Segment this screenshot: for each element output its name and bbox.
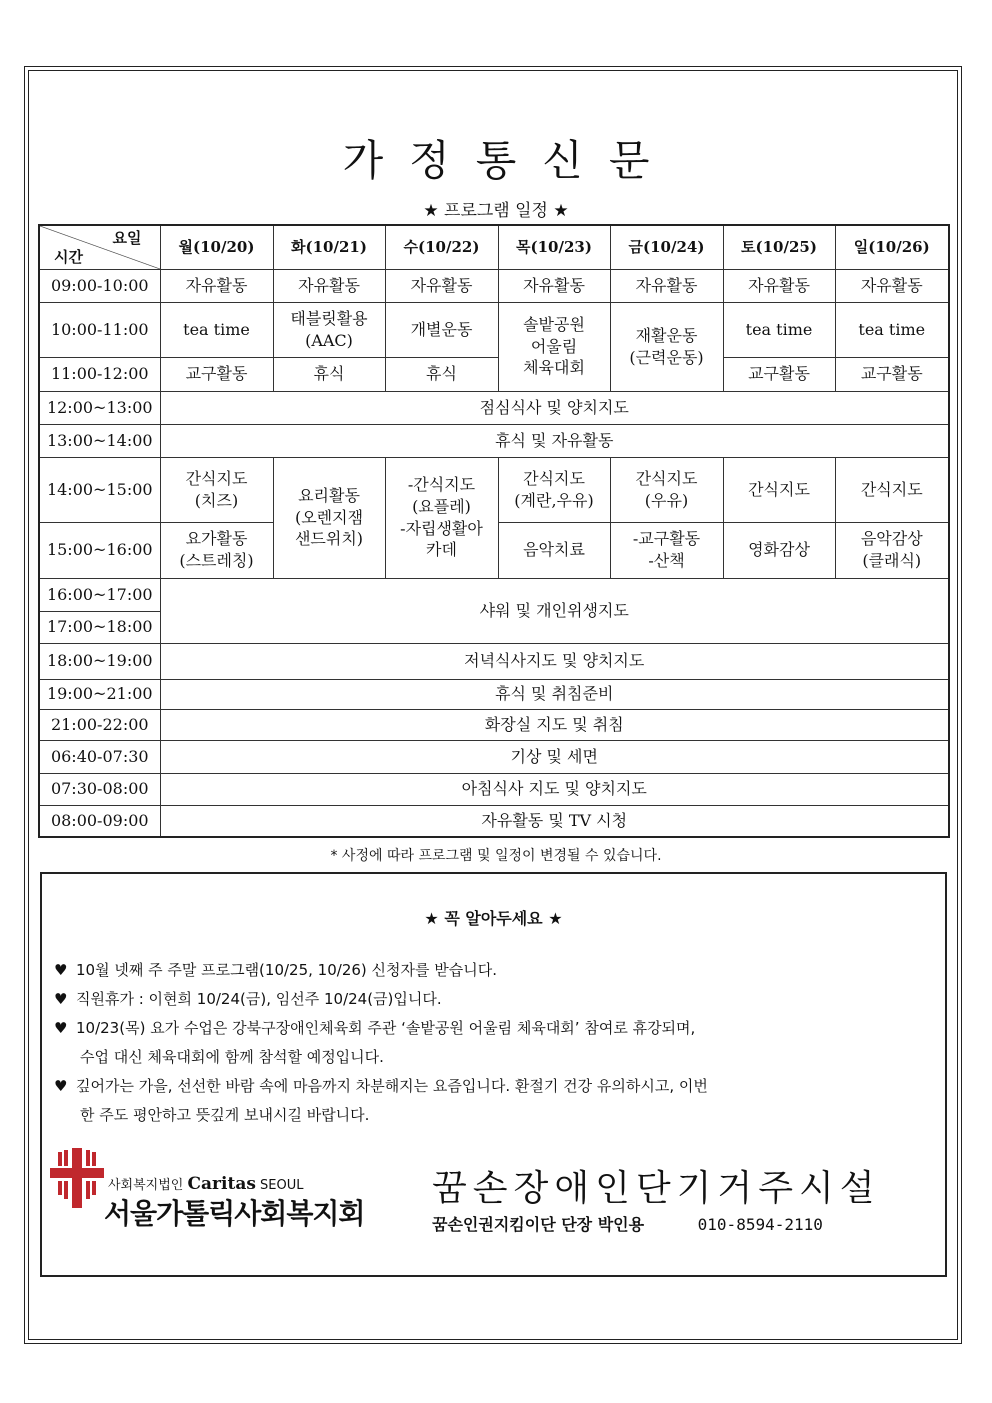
schedule-table: [38, 224, 950, 838]
schedule-cell: 아침식사 지도 및 양치지도: [160, 773, 949, 805]
cell-line: 솔밭공원: [523, 315, 585, 335]
schedule-cell: 교구활동: [723, 357, 835, 391]
schedule-cell: 자유활동 및 TV 시청: [160, 805, 949, 837]
table-row: [39, 391, 949, 424]
cell-line: -자립생활아: [400, 518, 483, 538]
day-header-sun: 일(10/26): [835, 225, 949, 269]
time-cell: 06:40-07:30: [39, 740, 160, 773]
schedule-cell: [385, 457, 498, 578]
time-cell: 08:00-09:00: [39, 805, 160, 837]
schedule-cell: 저녁식사지도 및 양치지도: [160, 643, 949, 679]
schedule-cell: 기상 및 세면: [160, 740, 949, 773]
time-cell: 07:30-08:00: [39, 773, 160, 805]
contact-label: 꿈손인권지킴이단 단장 박인용: [432, 1215, 645, 1234]
schedule-cell: [610, 302, 723, 391]
corner-day-label: 요일: [112, 229, 142, 247]
cell-line: 간식지도: [523, 468, 585, 488]
heart-icon: ♥: [54, 961, 68, 979]
schedule-cell: [498, 457, 610, 522]
time-cell: 16:00~17:00: [39, 578, 160, 611]
notice-text: 직원휴가 : 이현희 10/24(금), 임선주 10/24(금)입니다.: [76, 990, 442, 1008]
day-header-tue: 화(10/21): [273, 225, 385, 269]
schedule-cell: 휴식: [273, 357, 385, 391]
notice-item: [54, 985, 442, 1014]
table-row: [39, 805, 949, 837]
schedule-cell: 자유활동: [160, 269, 273, 302]
table-row: [39, 740, 949, 773]
cell-line: 간식지도: [635, 468, 698, 488]
notice-item: [54, 956, 497, 985]
cell-line: -간식지도: [407, 475, 476, 495]
logo-caritas: Caritas: [187, 1174, 256, 1194]
table-row: [39, 643, 949, 679]
schedule-cell: 휴식: [385, 357, 498, 391]
logo-organization-name: 서울가톨릭사회복지회: [104, 1197, 365, 1230]
time-cell: 13:00~14:00: [39, 424, 160, 457]
schedule-cell: 자유활동: [723, 269, 835, 302]
schedule-cell: 교구활동: [835, 357, 949, 391]
schedule-cell: [273, 457, 385, 578]
schedule-cell: tea time: [835, 302, 949, 357]
schedule-cell: [273, 302, 385, 357]
cell-line: (AAC): [305, 330, 353, 350]
table-row: [39, 302, 949, 357]
day-header-fri: 금(10/24): [610, 225, 723, 269]
time-cell: 21:00-22:00: [39, 709, 160, 740]
header-row: [39, 225, 949, 269]
logo-seoul: SEOUL: [260, 1178, 304, 1193]
day-header-mon: 월(10/20): [160, 225, 273, 269]
facility-name: 꿈손장애인단기거주시설: [432, 1168, 881, 1209]
cell-line: -산책: [648, 551, 685, 570]
schedule-cell: 화장실 지도 및 취침: [160, 709, 949, 740]
schedule-cell: 자유활동: [273, 269, 385, 302]
cell-line: 카데: [426, 540, 457, 560]
corner-cell: [39, 225, 160, 269]
cell-line: (스트레칭): [179, 551, 254, 570]
logo-prefix: 사회복지법인: [108, 1178, 184, 1193]
schedule-cell: 자유활동: [835, 269, 949, 302]
table-row: [39, 457, 949, 522]
schedule-cell: [160, 522, 273, 578]
schedule-cell: [160, 457, 273, 522]
schedule-cell: tea time: [723, 302, 835, 357]
cell-line: (요플레): [412, 496, 471, 516]
table-row: [39, 578, 949, 611]
schedule-change-note: * 사정에 따라 프로그램 및 일정이 변경될 수 있습니다.: [330, 848, 662, 864]
notice-title: ★ 꼭 알아두세요 ★: [424, 909, 563, 928]
schedule-cell: [498, 302, 610, 391]
notice-text: 10/23(목) 요가 수업은 강북구장애인체육회 주관 ‘솔밭공원 어울림 체육대회’ 참여로 휴강되며,: [76, 1019, 696, 1037]
schedule-cell: tea time: [160, 302, 273, 357]
notice-text-continued: 한 주도 평안하고 뜻깊게 보내시길 바랍니다.: [80, 1106, 370, 1124]
table-row: [39, 679, 949, 709]
schedule-cell: [835, 522, 949, 578]
contact-line: [432, 1212, 823, 1235]
heart-icon: ♥: [54, 1077, 68, 1095]
day-header-wed: 수(10/22): [385, 225, 498, 269]
schedule-cell: 간식지도: [835, 457, 949, 522]
time-cell: 19:00~21:00: [39, 679, 160, 709]
heart-icon: ♥: [54, 990, 68, 1008]
notice-text: 깊어가는 가을, 선선한 바람 속에 마음까지 차분해지는 요즘입니다. 환절기 건강 유의하시고, 이번: [76, 1077, 708, 1095]
notice-item: [54, 1014, 695, 1043]
logo-subtitle: [108, 1174, 304, 1194]
notice-text: 10월 넷째 주 주말 프로그램(10/25, 10/26) 신청자를 받습니다.: [76, 961, 497, 979]
day-header-sat: 토(10/25): [723, 225, 835, 269]
page-title: 가정통신문: [342, 136, 676, 185]
table-row: [39, 709, 949, 740]
day-header-thu: 목(10/23): [498, 225, 610, 269]
caritas-cross-logo-icon: [50, 1148, 104, 1208]
cell-line: 샌드위치): [294, 529, 364, 549]
table-row: [39, 773, 949, 805]
schedule-cell: 점심식사 및 양치지도: [160, 391, 949, 424]
time-cell: 18:00~19:00: [39, 643, 160, 679]
schedule-cell: 개별운동: [385, 302, 498, 357]
time-cell: 09:00-10:00: [39, 269, 160, 302]
time-cell: 15:00~16:00: [39, 522, 160, 578]
cell-line: 체육대회: [523, 358, 585, 378]
cell-line: 어울림: [530, 336, 578, 356]
schedule-cell: 교구활동: [160, 357, 273, 391]
cell-line: 태블릿활용: [290, 308, 368, 328]
schedule-cell: 영화감상: [723, 522, 835, 578]
notice-item: [54, 1072, 708, 1101]
schedule-cell: 휴식 및 자유활동: [160, 424, 949, 457]
corner-time-label: 시간: [54, 248, 83, 267]
schedule-cell: 휴식 및 취침준비: [160, 679, 949, 709]
schedule-subtitle: ★ 프로그램 일정 ★: [423, 201, 569, 221]
schedule-cell: [610, 457, 723, 522]
notice-text-continued: 수업 대신 체육대회에 함께 참석할 예정입니다.: [80, 1048, 384, 1066]
heart-icon: ♥: [54, 1019, 68, 1037]
table-row: [39, 424, 949, 457]
schedule-cell: 샤워 및 개인위생지도: [160, 578, 949, 643]
time-cell: 10:00-11:00: [39, 302, 160, 357]
contact-phone: 010-8594-2110: [697, 1215, 823, 1234]
time-cell: 12:00~13:00: [39, 391, 160, 424]
cell-line: 재활운동: [635, 325, 698, 345]
cell-line: (치즈): [194, 490, 239, 510]
schedule-cell: 자유활동: [610, 269, 723, 302]
cell-line: (오렌지잼: [294, 507, 364, 527]
table-row: [39, 269, 949, 302]
time-cell: 11:00-12:00: [39, 357, 160, 391]
schedule-cell: 음악치료: [498, 522, 610, 578]
cell-line: -교구활동: [632, 529, 701, 549]
time-cell: 17:00~18:00: [39, 611, 160, 643]
cell-line: 요리활동: [298, 486, 360, 506]
table-row: [39, 357, 949, 391]
cell-line: (계란,우유): [514, 490, 594, 510]
cell-line: 요가활동: [185, 529, 248, 549]
cell-line: 간식지도: [185, 468, 248, 488]
schedule-cell: 자유활동: [385, 269, 498, 302]
cell-line: (우유): [644, 490, 689, 510]
cell-line: (클래식): [862, 551, 922, 570]
schedule-cell: 간식지도: [723, 457, 835, 522]
cell-line: (근력운동): [629, 347, 704, 367]
schedule-cell: [610, 522, 723, 578]
time-cell: 14:00~15:00: [39, 457, 160, 522]
schedule-cell: 자유활동: [498, 269, 610, 302]
cell-line: 음악감상: [860, 529, 923, 549]
